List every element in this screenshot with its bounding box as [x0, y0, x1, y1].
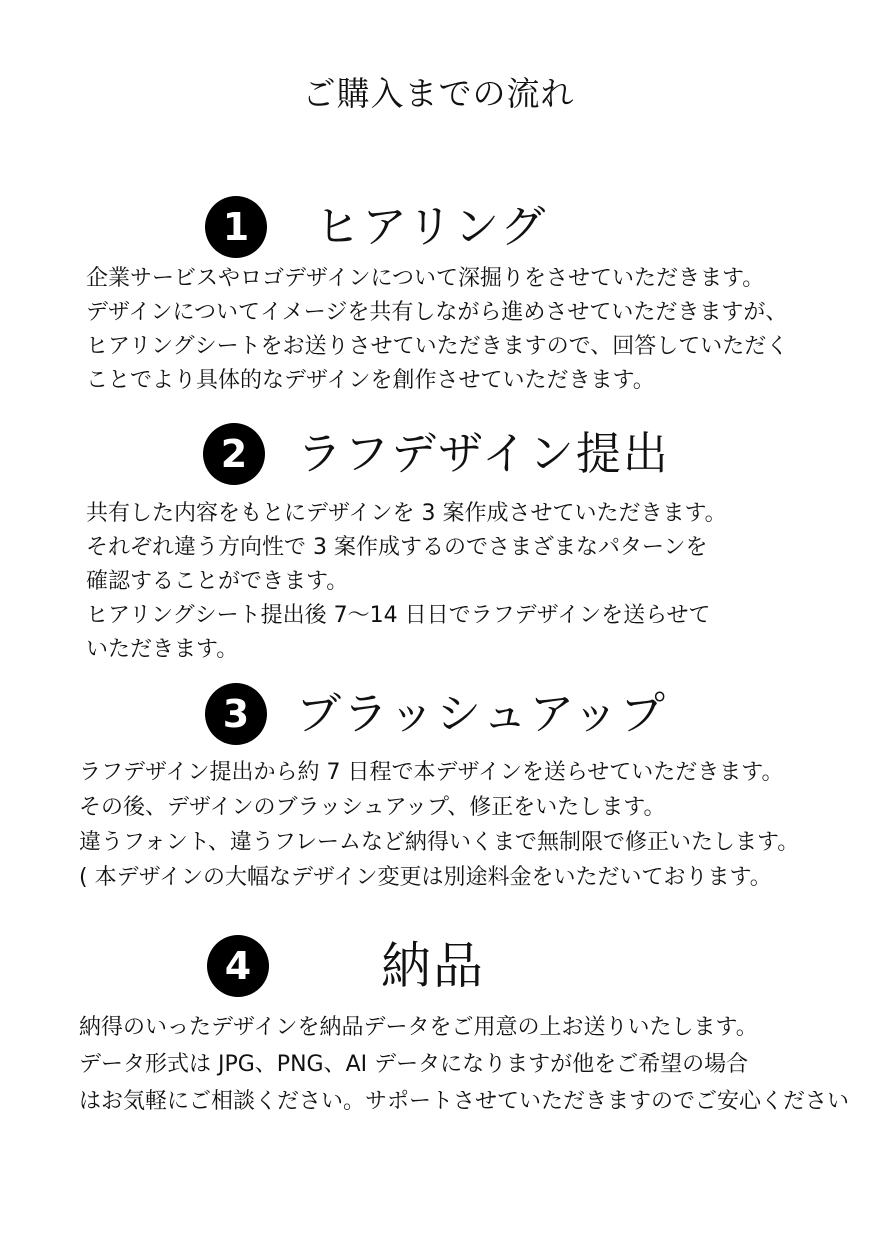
description-line: ことでより具体的なデザインを創作させていただきます。	[86, 368, 655, 393]
step-number-badge: 4	[207, 935, 269, 997]
description-line: 確認することができます。	[86, 569, 349, 594]
description-line: ヒアリングシート提出後 7〜14 日日でラフデザインを送らせて	[86, 603, 711, 628]
description-line: それぞれ違う方向性で 3 案作成するのでさまざまなパターンを	[86, 535, 708, 560]
step-number-badge: 1	[205, 196, 267, 258]
step-heading-brush-up	[205, 683, 667, 745]
description-line: 共有した内容をもとにデザインを 3 案作成させていただきます。	[86, 501, 727, 526]
step-description-brush-up	[79, 755, 799, 895]
description-line: 違うフォント、違うフレームなど納得いくまで無制限で修正いたします。	[79, 830, 800, 855]
description-line: データ形式は JPG、PNG、AI データになりますが他をご希望の場合	[79, 1052, 749, 1077]
description-line: ラフデザイン提出から約 7 日程で本デザインを送らせていただきます。	[79, 760, 784, 785]
step-title: ヒアリング	[315, 200, 548, 253]
page-title: ご購入までの流れ	[302, 74, 575, 113]
step-number-badge: 3	[205, 683, 267, 745]
description-line: はお気軽にご相談ください。サポートさせていただきますのでご安心ください	[79, 1089, 850, 1114]
description-line: ( 本デザインの大幅なデザイン変更は別途料金をいただいております。	[79, 865, 772, 890]
step-title: 納品	[381, 937, 485, 995]
step-number-badge: 2	[203, 423, 265, 485]
description-line: デザインについてイメージを共有しながら進めさせていただきますが、	[86, 300, 788, 325]
step-description-delivery	[79, 1009, 849, 1120]
description-line: 納得のいったデザインを納品データをご用意の上お送りいたします。	[79, 1015, 758, 1040]
description-line: ヒアリングシートをお送りさせていただきますので、回答していただく	[86, 334, 789, 359]
step-title: ラフデザイン提出	[297, 427, 670, 480]
step-heading-hearing	[205, 196, 547, 258]
description-line: いただきます。	[86, 637, 239, 662]
description-line: その後、デザインのブラッシュアップ、修正をいたします。	[79, 795, 666, 820]
step-heading-delivery	[207, 935, 485, 997]
step-title: ブラッシュアップ	[296, 687, 668, 740]
step-description-hearing	[86, 262, 788, 398]
step-heading-rough-design	[203, 423, 670, 485]
step-description-rough-design	[86, 497, 727, 667]
description-line: 企業サービスやロゴデザインについて深掘りをさせていただきます。	[86, 266, 765, 291]
